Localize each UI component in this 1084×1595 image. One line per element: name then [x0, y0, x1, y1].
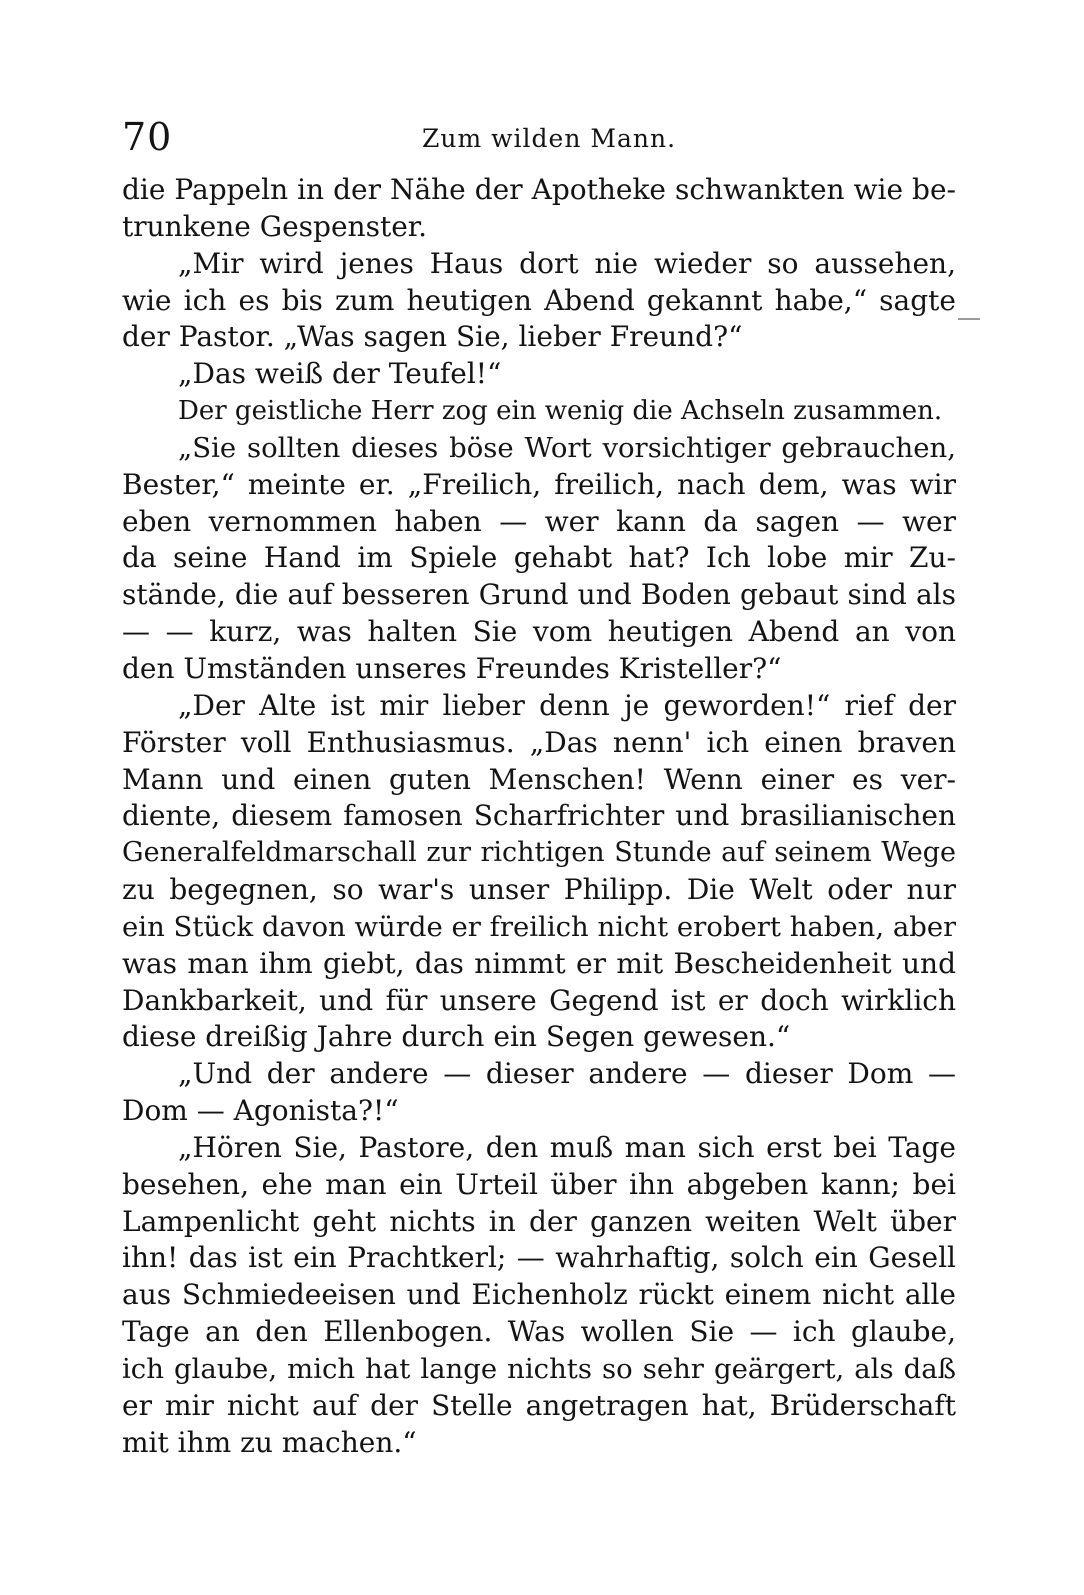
- text-line: „Das weiß der Teufel!“: [178, 357, 502, 391]
- text-line: trunkene Gespenster.: [122, 209, 427, 243]
- text-line: ihn! das ist ein Prachtkerl; — wahrhaftig, solch ein Gesell: [122, 1241, 956, 1275]
- text-line: der Pastor. „Was sagen Sie, lieber Freund?“: [122, 320, 743, 354]
- text-line: ich glaube, mich hat lange nichts so sehr geärgert, als daß: [122, 1353, 956, 1385]
- text-line: „Der Alte ist mir lieber denn je geworden!“ rief der: [178, 688, 956, 722]
- text-line: da seine Hand im Spiele gehabt hat? Ich lobe mir Zu-: [122, 541, 956, 575]
- text-line: zu begegnen, so war's unser Philipp. Die Welt oder nur: [122, 873, 956, 907]
- text-line: Förster voll Enthusiasmus. „Das nenn' ich einen braven: [122, 725, 956, 759]
- text-line: diese dreißig Jahre durch ein Segen gewesen.“: [122, 1020, 791, 1054]
- text-line: Generalfeldmarschall zur richtigen Stunde auf seinem Wege: [122, 837, 956, 869]
- page-number: 70: [122, 115, 173, 159]
- text-line: wie ich es bis zum heutigen Abend gekannt habe,“ sagte: [122, 283, 956, 317]
- text-line: Bester,“ meinte er. „Freilich, freilich, nach dem, was wir: [122, 467, 956, 501]
- text-line: Dankbarkeit, und für unsere Gegend ist er doch wirklich: [122, 983, 956, 1017]
- text-line: — — kurz, was halten Sie vom heutigen Abend an von: [122, 615, 956, 649]
- text-line: was man ihm giebt, das nimmt er mit Bescheidenheit und: [122, 946, 956, 980]
- text-line: „Hören Sie, Pastore, den muß man sich erst bei Tage: [178, 1130, 956, 1164]
- text-line: ein Stück davon würde er freilich nicht erobert haben, aber: [122, 910, 956, 943]
- text-line: aus Schmiedeeisen und Eichenholz rückt einem nicht alle: [122, 1278, 956, 1312]
- text-line: er mir nicht auf der Stelle angetragen hat, Brüderschaft: [122, 1388, 956, 1422]
- text-line: mit ihm zu machen.“: [122, 1425, 417, 1459]
- text-line: Mann und einen guten Menschen! Wenn einer es ver-: [122, 762, 956, 796]
- text-line: den Umständen unseres Freundes Kristeller?“: [122, 651, 782, 685]
- margin-mark: [958, 318, 980, 320]
- running-title: Zum wilden Mann.: [422, 124, 677, 153]
- text-line: „Sie sollten dieses böse Wort vorsichtiger gebrauchen,: [178, 431, 956, 464]
- text-line: Dom — Agonista?!“: [122, 1094, 399, 1128]
- text-line: die Pappeln in der Nähe der Apotheke schwankten wie be-: [122, 173, 956, 206]
- page-header: [122, 112, 958, 162]
- text-line: stände, die auf besseren Grund und Boden gebaut sind als: [122, 578, 956, 612]
- text-line: besehen, ehe man ein Urteil über ihn abgeben kann; bei: [122, 1167, 956, 1201]
- text-line: diente, diesem famosen Scharfrichter und brasilianischen: [122, 799, 956, 833]
- text-line: „Und der andere — dieser andere — dieser Dom —: [178, 1057, 956, 1091]
- body-text: [122, 172, 956, 1462]
- text-line: Der geistliche Herr zog ein wenig die Achseln zusammen.: [178, 396, 943, 427]
- text-line: Tage an den Ellenbogen. Was wollen Sie — ich glaube,: [122, 1315, 956, 1349]
- text-line: eben vernommen haben — wer kann da sagen — wer: [122, 504, 956, 538]
- text-line: „Mir wird jenes Haus dort nie wieder so aussehen,: [178, 246, 956, 280]
- text-line: Lampenlicht geht nichts in der ganzen weiten Welt über: [122, 1204, 956, 1238]
